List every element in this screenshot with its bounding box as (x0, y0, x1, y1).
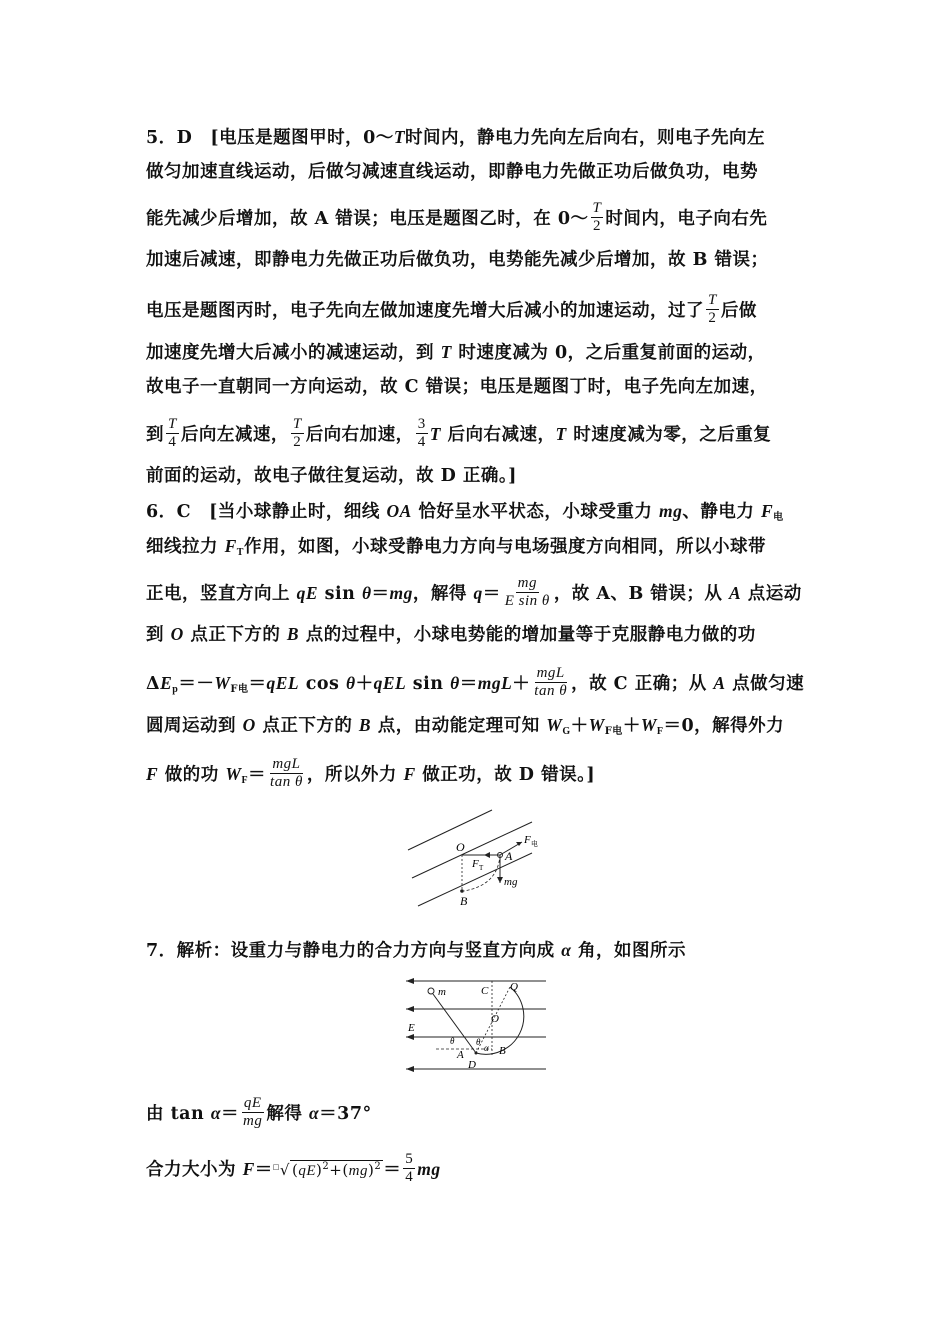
figure-pendulum-field (400, 805, 550, 910)
q5-line-1: 5．D [电压是题图甲时，0～T时间内，静电力先向左后向右，则电子先向左 (146, 127, 766, 148)
fraction-mgl-over-tan: $\frac{\text{mgL}}{\text{tan θ}}$ (270, 756, 303, 790)
fraction-t-over-2: $\frac{T}{2}$ (292, 416, 302, 450)
radical-expression: □√ (qE)$^2$+(mg)$^2$ (272, 1161, 382, 1179)
label-theta-2: θ (476, 1037, 481, 1047)
q5-line-7: 故电子一直朝同一方向运动，故 C 错误；电压是题图丁时，电子先向左加速， (146, 377, 768, 397)
label-d: D (468, 1059, 476, 1071)
label-e: E (408, 1022, 415, 1034)
label-fe: F (524, 834, 531, 846)
q6-line-6: 圆周运动到 O 点正下方的 B 点，由动能定理可知 $W_G+W_{F电}+W_F=0$，解得外力 (146, 715, 785, 737)
label-a2: A (457, 1049, 464, 1061)
figure-circular-motion (400, 973, 550, 1075)
label-b2: B (499, 1045, 506, 1057)
fraction-mgl-over-tan: $\frac{\text{mgL}}{\text{tan θ}}$ (534, 665, 568, 699)
label-mg: mg (504, 876, 518, 888)
label-fe-sub: 电 (531, 840, 538, 848)
fraction-qe-over-mg: $\frac{qE}{mg}$ (243, 1095, 263, 1129)
label-ft: F (472, 858, 479, 870)
fraction-3-over-4: $\frac{3}{4}$ (417, 416, 426, 450)
q7-line-1: 7．解析：设重力与静电力的合力方向与竖直方向成 α 角，如图所示 (146, 940, 687, 961)
label-c: C (481, 985, 489, 997)
label-ft-sub: T (479, 864, 484, 872)
q6-line-1: 6．C [当小球静止时，细线 OA 恰好呈水平状态，小球受重力 mg、静电力 $F_电$ (146, 501, 784, 523)
fraction-t-over-2: $\frac{T}{2}$ (708, 292, 717, 326)
q7-line-2: 由 tan α＝ $\frac{qE}{mg}$ 解得 α＝37° (146, 1095, 372, 1129)
fraction-5-over-4: $\frac{5}{4}$ (405, 1151, 414, 1185)
q5-line-8: 到 $\frac{T}{4}$ 后向左减速， $\frac{T}{2}$ 后向右加速， $\frac{3}{4}$ T 后向右减速，T 时速度减为零，之后重复 (146, 416, 772, 450)
q5-line-5: 电压是题图丙时，电子先向左做加速度先增大后减小的加速运动，过了 $\frac{T}{2}$ 后做 (146, 292, 757, 326)
q5-line-9: 前面的运动，故电子做往复运动，故 D 正确。] (146, 466, 517, 486)
label-theta-1: θ (450, 1036, 455, 1046)
label-m: m (438, 986, 446, 998)
label-b: B (460, 894, 468, 908)
q7-line-3: 合力大小为 F＝□√ (qE)$^2$+(mg)$^2$ ＝ $\frac{5}{4}$ mg (146, 1151, 441, 1185)
label-o: O (456, 840, 465, 854)
label-alpha: α (484, 1043, 489, 1053)
q6-line-5: $\Delta E_p=-W_{F电}=qEL$ cos θ＋qEL sin θ＝mgL＋ $\frac{\text{mgL}}{\text{tan θ}}$ ，故 C 正确；从 A 点做匀速 (146, 665, 805, 699)
fraction-t-over-2: $\frac{T}{2}$ (592, 200, 602, 234)
q5-line-4: 加速后减速，即静电力先做正功后做负功，电势能先减少后增加，故 B 错误； (146, 250, 769, 270)
q6-line-7: F 做的功 $W_F=$ $\frac{\text{mgL}}{\text{tan θ}}$ ，所以外力 F 做正功，故 D 错误。] (146, 756, 596, 790)
q5-line-3: 能先减少后增加，故 A 错误；电压是题图乙时，在 0～ $\frac{T}{2}$ 时间内，电子向右先 (146, 200, 768, 234)
q6-line-4: 到 O 点正下方的 B 点的过程中，小球电势能的增加量等于克服静电力做的功 (146, 624, 756, 645)
fraction-mg-over-esin: $\frac{mg}{\text{E sin θ}}$ (504, 575, 550, 609)
label-o2: O (491, 1013, 499, 1025)
q5-line-6: 加速度先增大后减小的减速运动，到 T 时速度减为 0，之后重复前面的运动， (146, 342, 766, 363)
q6-line-3: 正电，竖直方向上 qE sin θ＝mg，解得 q＝ $\frac{mg}{\text{E sin θ}}$ ，故 A、B 错误；从 A 点运动 (146, 575, 802, 609)
fraction-t-over-4: $\frac{T}{4}$ (168, 416, 177, 450)
q6-line-2: 细线拉力 $F_T$作用，如图，小球受静电力方向与电场强度方向相同，所以小球带 (146, 536, 766, 558)
label-a: A (505, 849, 513, 863)
q5-line-2: 做匀加速直线运动，后做匀减速直线运动，即静电力先做正功后做负功，电势 (146, 162, 758, 182)
label-q: Q (510, 981, 518, 993)
